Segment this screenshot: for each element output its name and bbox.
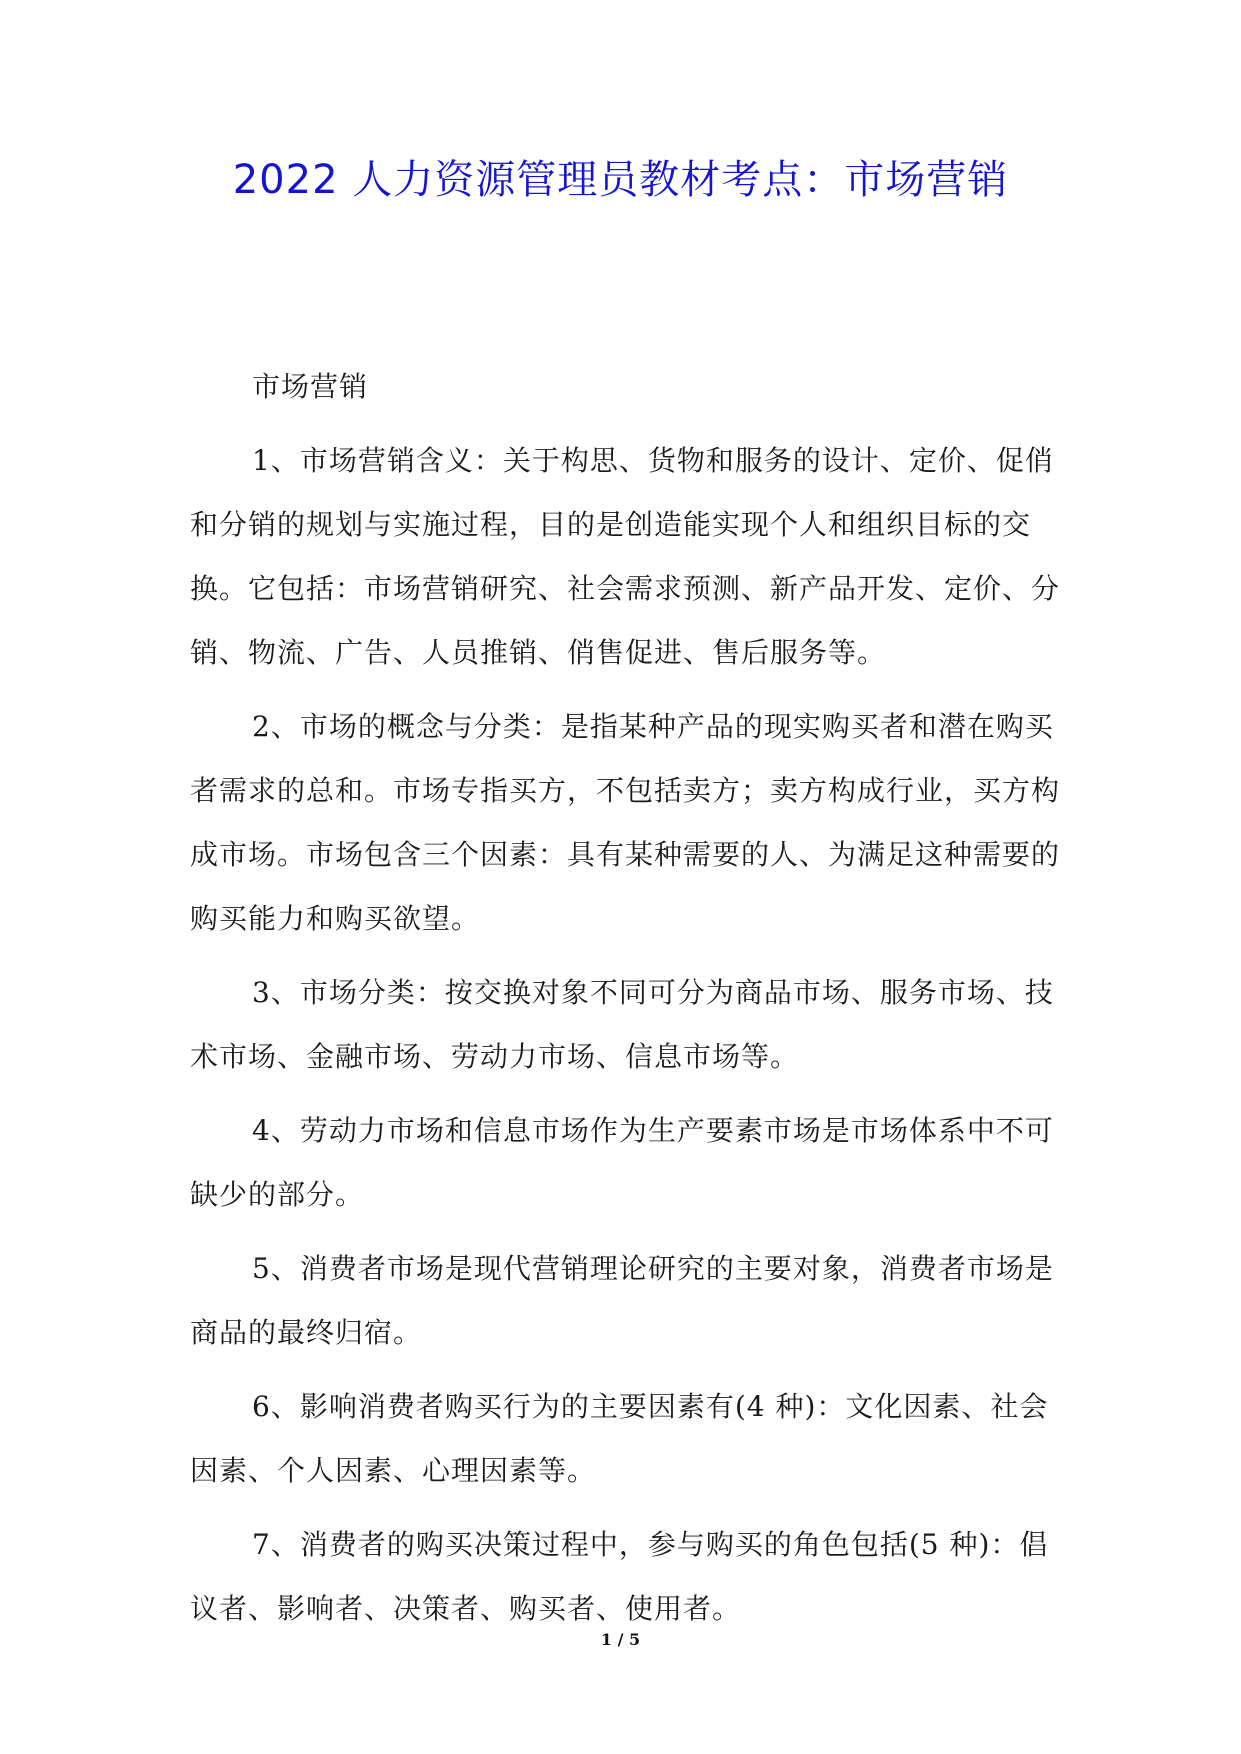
document-body [190, 355, 1070, 1651]
paragraph-4: 4、劳动力市场和信息市场作为生产要素市场是市场体系中不可缺少的部分。 [190, 1114, 1054, 1211]
paragraph-5: 5、消费者市场是现代营销理论研究的主要对象，消费者市场是商品的最终归宿。 [190, 1252, 1054, 1349]
page-number: 1 / 5 [600, 1630, 641, 1649]
section-heading: 市场营销 [252, 370, 369, 403]
paragraph-2: 2、市场的概念与分类：是指某种产品的现实购买者和潜在购买者需求的总和。市场专指买方，不包括卖方；卖方构成行业，买方构成市场。市场包含三个因素：具有某种需要的人、为满足这种需要的购买能力和购买欲望。 [190, 710, 1061, 935]
paragraph-1: 1、市场营销含义：关于构思、货物和服务的设计、定价、促俏和分销的规划与实施过程，目的是创造能实现个人和组织目标的交换。它包括：市场营销研究、社会需求预测、新产品开发、定价、分销、物流、广告、人员推销、俏售促进、售后服务等。 [190, 444, 1061, 669]
paragraph-6: 6、影响消费者购买行为的主要因素有(4 种)：文化因素、社会因素、个人因素、心理因素等。 [190, 1390, 1049, 1487]
document-title: 2022 人力资源管理员教材考点：市场营销 [232, 157, 1009, 203]
paragraph-7: 7、消费者的购买决策过程中，参与购买的角色包括(5 种)：倡议者、影响者、决策者、购买者、使用者。 [190, 1528, 1049, 1625]
paragraph-3: 3、市场分类：按交换对象不同可分为商品市场、服务市场、技术市场、金融市场、劳动力市场、信息市场等。 [190, 976, 1054, 1073]
